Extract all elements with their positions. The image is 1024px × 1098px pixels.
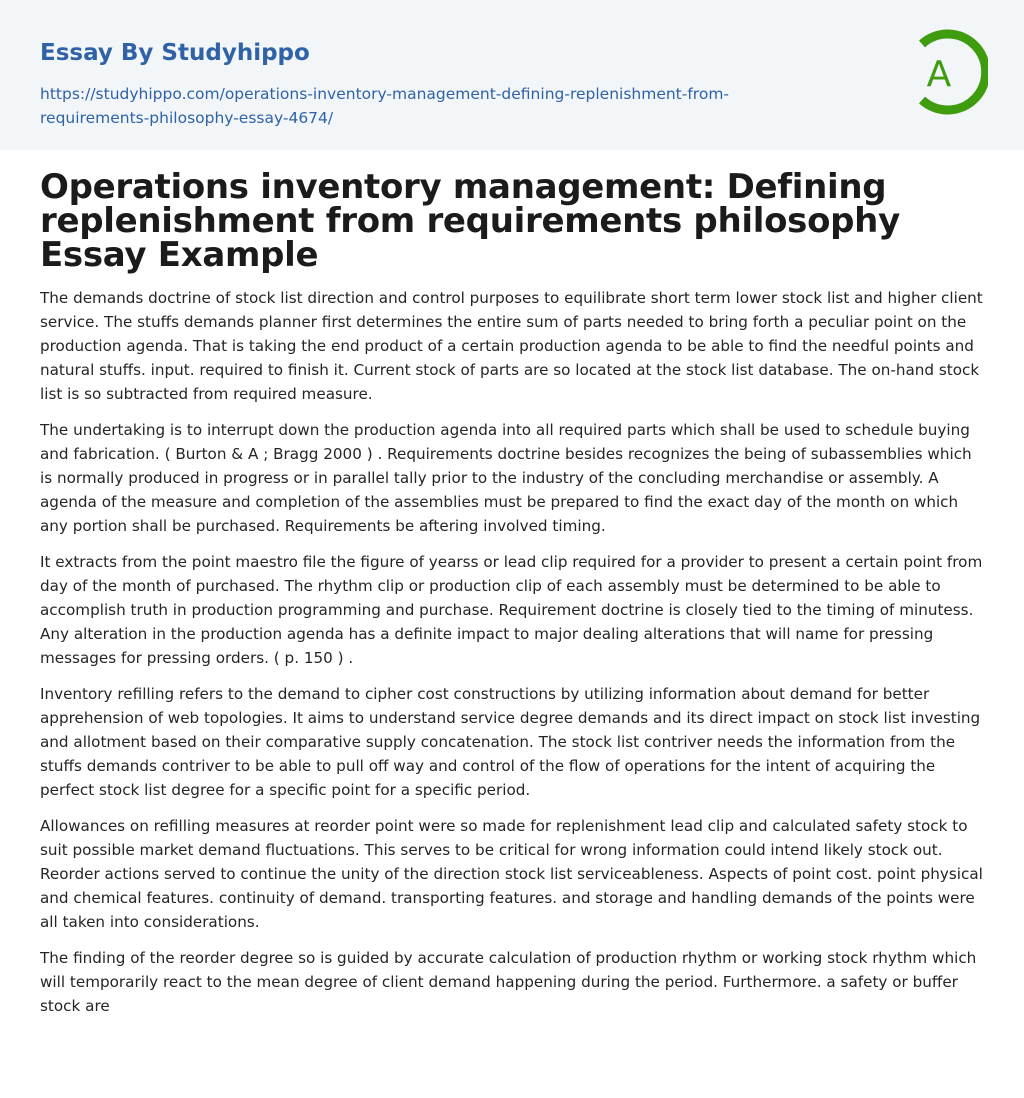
essay-url-link[interactable]: https://studyhippo.com/operations-inventory-management-defining-replenishment-from-requirements-philosophy-essay-4674/ <box>40 85 730 127</box>
brand-title: Essay By Studyhippo <box>40 40 310 66</box>
article-paragraph: It extracts from the point maestro file the figure of yearss or lead clip required for a provider to present a certain point from day of the month of purchased. The rhythm clip or production clip of each assembly must be determined to be able to accomplish truth in production programming and purchase. Requirement doctrine is closely tied to the timing of minutess. Any alteration in the production agenda has a definite impact to major dealing alterations that will name for pressing messages for pressing orders. ( p. 150 ) . <box>40 553 983 667</box>
article-paragraph: The finding of the reorder degree so is guided by accurate calculation of production rhythm or working stock rhythm which will temporarily react to the mean degree of client demand happening during the period. Furthermore. a safety or buffer stock are <box>40 949 977 1015</box>
studyhippo-logo-icon[interactable] <box>908 28 988 116</box>
article-paragraph: Inventory refilling refers to the demand to cipher cost constructions by utilizing information about demand for better apprehension of web topologies. It aims to understand service degree demands and its direct impact on stock list investing and allotment based on their comparative supply concatenation. The stock list contriver needs the information from the stuffs demands contriver to be able to pull off way and control of the flow of operations for the intent of acquiring the perfect stock list degree for a specific point for a specific period. <box>40 685 981 799</box>
article-paragraph: The undertaking is to interrupt down the production agenda into all required parts which shall be used to schedule buying and fabrication. ( Burton & A ; Bragg 2000 ) . Requirements doctrine besides recognizes the being of subassemblies which is normally produced in progress or in parallel tally prior to the industry of the concluding merchandise or assembly. A agenda of the measure and completion of the assemblies must be prepared to find the exact day of the month on which any portion shall be purchased. Requirements be aftering involved timing. <box>40 421 972 535</box>
svg-text:A: A <box>926 54 952 95</box>
article-paragraph: The demands doctrine of stock list direction and control purposes to equilibrate short term lower stock list and higher client service. The stuffs demands planner first determines the entire sum of parts needed to bring forth a peculiar point on the production agenda. That is taking the end product of a certain production agenda to be able to find the needful points and natural stuffs. input. required to finish it. Current stock of parts are so located at the stock list database. The on-hand stock list is so subtracted from required measure. <box>40 289 983 403</box>
article-paragraph: Allowances on refilling measures at reorder point were so made for replenishment lead clip and calculated safety stock to suit possible market demand fluctuations. This serves to be critical for wrong information could intend likely stock out. Reorder actions served to continue the unity of the direction stock list serviceableness. Aspects of point cost. point physical and chemical features. continuity of demand. transporting features. and storage and handling demands of the points were all taken into considerations. <box>40 817 983 931</box>
site-header <box>0 0 1024 150</box>
article-title: Operations inventory management: Defining replenishment from requirements philosophy Essay Example <box>40 167 900 275</box>
article <box>0 167 1024 1018</box>
